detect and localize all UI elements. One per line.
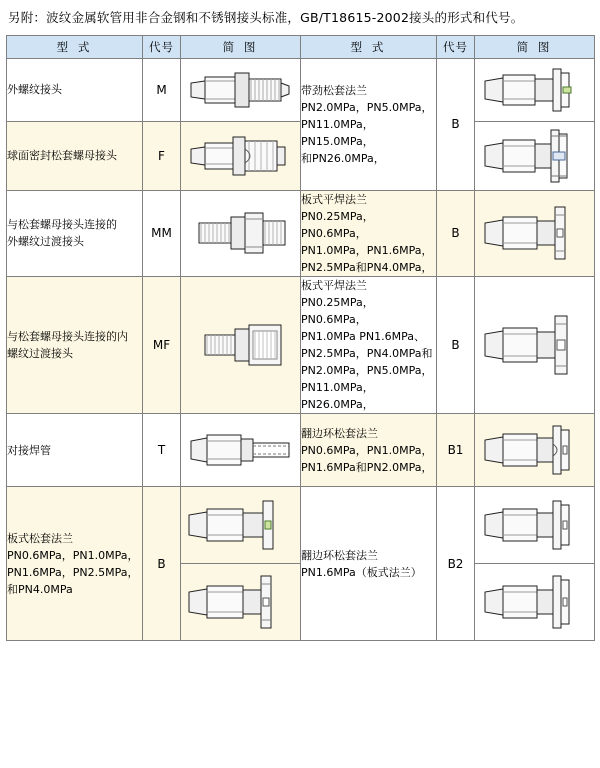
type-line: 与松套螺母接头连接的内: [7, 330, 128, 344]
type-line: 螺纹过渡接头: [7, 347, 73, 361]
lap-joint-flange-icon: [479, 564, 591, 640]
code-cell-M: M: [143, 58, 181, 121]
figure-cell-male-transition: [181, 190, 301, 276]
type-cell-male-transition: [7, 190, 143, 276]
type-cell-plate-loose-flange: [7, 487, 143, 641]
code-cell-MF: MF: [143, 277, 181, 414]
type-line: 球面密封松套螺母接头: [7, 149, 117, 163]
type-line: PN1.6MPa，PN2.5MPa，: [7, 565, 139, 579]
header-figure-right: 简 图: [475, 35, 595, 58]
butt-weld-pipe-icon: [185, 419, 297, 481]
code-cell-B1: B1: [437, 414, 475, 487]
code-cell-T: T: [143, 414, 181, 487]
type-cell-ribbed-loose-flange: [301, 58, 437, 190]
code-cell-B-plate-loose: B: [143, 487, 181, 641]
type-line: 对接焊管: [7, 443, 51, 457]
table-row: [7, 58, 595, 121]
type-line: PN11.0MPa，PN15.0MPa，: [301, 117, 374, 148]
type-line: 外螺纹接头: [7, 83, 62, 97]
figure-cell-plate-welding-flange-1: [475, 190, 595, 276]
type-line: 外螺纹过渡接头: [7, 235, 84, 249]
type-cell-lap-joint-flange-1: [301, 414, 437, 487]
table-row: [7, 190, 595, 276]
type-line: PN1.0MPa，PN1.6MPa，: [301, 244, 433, 258]
table-header-row: [7, 35, 595, 58]
type-line: PN0.6MPa，PN1.0MPa，: [7, 548, 139, 562]
code-cell-B-plate-weld-1: B: [437, 190, 475, 276]
type-line: 和PN4.0MPa: [7, 583, 73, 597]
type-cell-female-transition: [7, 277, 143, 414]
header-figure-left: 简 图: [181, 35, 301, 58]
type-line: PN2.5MPa和PN4.0MPa，: [301, 261, 433, 275]
plate-loose-flange-icon: [185, 487, 297, 563]
type-cell-plate-welding-flange-2: [301, 277, 437, 414]
code-cell-F: F: [143, 121, 181, 190]
type-line: PN1.0MPa PN1.6MPa、: [301, 330, 425, 344]
type-cell-plate-welding-flange-1: [301, 190, 437, 276]
figure-cell-plate-welding-flange-2: [475, 277, 595, 414]
figure-cell-lap-joint-flange-1: [475, 414, 595, 487]
type-cell-male-thread: [7, 58, 143, 121]
header-type-left: 型 式: [7, 35, 143, 58]
type-line: 翻边环松套法兰: [301, 548, 378, 562]
type-line: PN2.0MPa，PN5.0MPa，: [301, 364, 433, 378]
type-line: 带劲松套法兰: [301, 83, 367, 97]
table-row: [7, 277, 595, 414]
lap-joint-flange-icon: [479, 487, 591, 563]
code-cell-MM: MM: [143, 190, 181, 276]
type-line: 与松套螺母接头连接的: [7, 218, 117, 232]
figure-cell-ribbed-loose-flange-a: [475, 58, 595, 121]
header-type-right: 型 式: [301, 35, 437, 58]
type-cell-lap-joint-flange-2: [301, 487, 437, 641]
female-transition-fitting-icon: [185, 311, 297, 379]
plate-loose-flange-icon: [185, 564, 297, 640]
male-thread-fitting-icon: [185, 59, 297, 121]
table-row: [7, 414, 595, 487]
type-line: 板式平焊法兰: [301, 192, 367, 206]
figure-cell-butt-weld-pipe: [181, 414, 301, 487]
type-cell-spherical-seal: [7, 121, 143, 190]
figure-cell-female-transition: [181, 277, 301, 414]
spherical-seal-union-nut-icon: [185, 125, 297, 187]
male-transition-fitting-icon: [185, 199, 297, 267]
type-line: PN0.25MPa，PN0.6MPa，: [301, 296, 374, 327]
type-line: PN11.0MPa，PN26.0MPa，: [301, 381, 374, 412]
plate-welding-flange-icon: [479, 197, 591, 269]
type-line: PN0.25MPa，PN0.6MPa，: [301, 209, 374, 240]
lap-joint-flange-icon: [479, 414, 591, 486]
code-cell-B-ribbed: B: [437, 58, 475, 190]
code-cell-B2: B2: [437, 487, 475, 641]
type-line: 板式松套法兰: [7, 531, 73, 545]
type-line: 翻边环松套法兰: [301, 426, 378, 440]
type-line: PN1.6MPa（板式法兰）: [301, 565, 422, 579]
plate-welding-flange-icon: [479, 302, 591, 388]
figure-cell-spherical-seal: [181, 121, 301, 190]
figure-cell-male-thread: [181, 58, 301, 121]
figure-cell-plate-loose-flange-a: [181, 487, 301, 564]
page-title: 另附：波纹金属软管用非合金钢和不锈钢接头标准，GB/T18615-2002接头的形式和代号。: [8, 10, 524, 25]
type-line: PN0.6MPa，PN1.0MPa，: [301, 443, 433, 457]
table-row: [7, 487, 595, 564]
figure-cell-lap-joint-flange-2b: [475, 564, 595, 641]
figure-cell-plate-loose-flange-b: [181, 564, 301, 641]
figure-cell-ribbed-loose-flange-b: [475, 121, 595, 190]
type-line: PN2.0MPa，PN5.0MPa，: [301, 100, 433, 114]
code-cell-B-plate-weld-2: B: [437, 277, 475, 414]
ribbed-loose-flange-icon: [479, 59, 591, 121]
fittings-table: [6, 35, 595, 642]
type-line: PN1.6MPa和PN2.0MPa，: [301, 461, 433, 474]
type-cell-butt-weld-pipe: [7, 414, 143, 487]
figure-cell-lap-joint-flange-2a: [475, 487, 595, 564]
ribbed-loose-flange-icon: [479, 122, 591, 190]
type-line: PN2.5MPa，PN4.0MPa和: [301, 347, 433, 361]
header-code-right: 代号: [437, 35, 475, 58]
header-code-left: 代号: [143, 35, 181, 58]
type-line: 和PN26.0MPa，: [301, 151, 385, 165]
type-line: 板式平焊法兰: [301, 279, 367, 293]
